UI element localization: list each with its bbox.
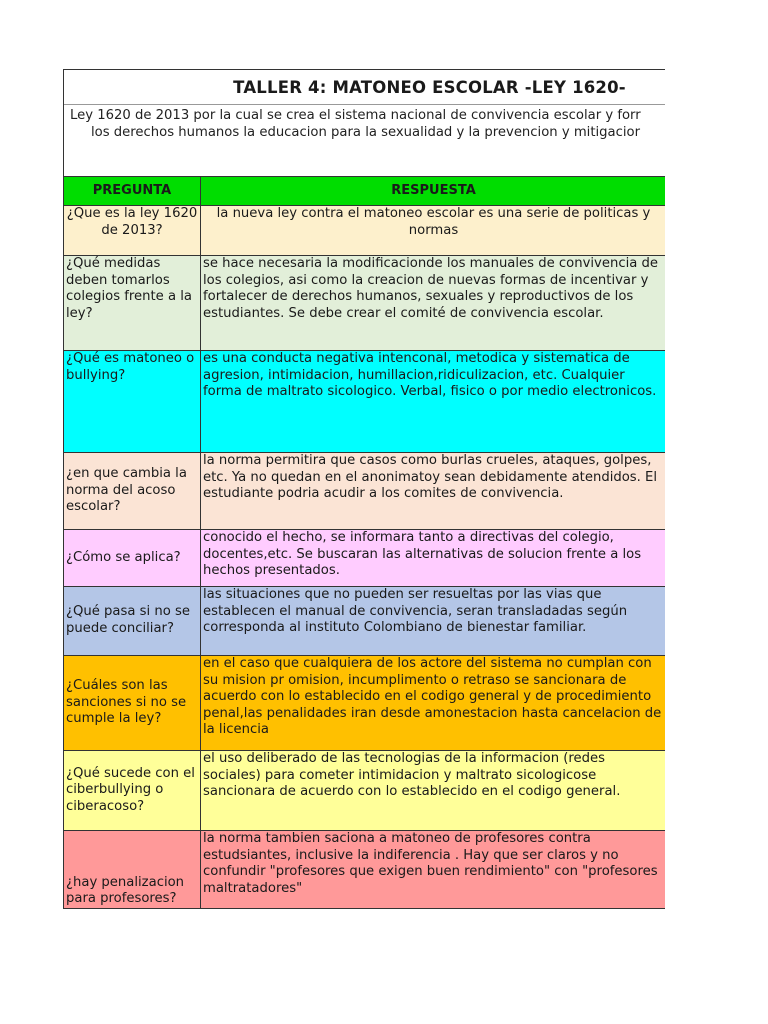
intro-line-1: Ley 1620 de 2013 por la cual se crea el sistema nacional de convivencia escolar y forr <box>70 108 641 123</box>
spreadsheet <box>63 69 665 909</box>
table-row <box>64 351 665 453</box>
title-row <box>64 70 665 105</box>
answer-cell: se hace necesaria la modificacionde los manuales de convivencia de los colegios, asi como la creacion de nuevas formas de incentivar y fortalecer de derechos humanos, sexuales y reproductivos de los estudiantes. Se debe crear el comité de convivencia escolar. <box>201 256 666 351</box>
table-row <box>64 587 665 656</box>
table-row <box>64 831 665 909</box>
answer-cell: la nueva ley contra el matoneo escolar es una serie de politicas y normas <box>201 206 666 256</box>
question-cell: ¿Qué sucede con el ciberbullying o ciberacoso? <box>64 751 201 831</box>
header-answer: RESPUESTA <box>201 177 666 206</box>
intro-cell <box>64 105 665 177</box>
table-header-row <box>64 177 665 206</box>
table-row <box>64 206 665 256</box>
answer-cell: el uso deliberado de las tecnologias de la informacion (redes sociales) para cometer intimidacion y maltrato sicologicose sancionara de acuerdo con lo establecido en el codigo general. <box>201 751 666 831</box>
table-row <box>64 751 665 831</box>
qa-table <box>64 177 665 909</box>
answer-cell: es una conducta negativa intenconal, metodica y sistematica de agresion, intimidacion, humillacion,ridiculizacion, etc. Cualquier forma de maltrato sicologico. Verbal, fisico o por medio electronicos. <box>201 351 666 453</box>
intro-line-2: los derechos humanos la educacion para la sexualidad y la prevencion y mitigacior <box>91 125 641 140</box>
question-cell: ¿en que cambia la norma del acoso escolar? <box>64 453 201 530</box>
question-cell: ¿Qué es matoneo o bullying? <box>64 351 201 453</box>
question-cell: ¿Qué pasa si no se puede conciliar? <box>64 587 201 656</box>
question-cell: ¿Qué medidas deben tomarlos colegios frente a la ley? <box>64 256 201 351</box>
question-cell: ¿hay penalizacion para profesores? <box>64 831 201 909</box>
table-row <box>64 656 665 751</box>
answer-cell: en el caso que cualquiera de los actore del sistema no cumplan con su mision pr omision, incumplimento o retraso se sancionara de acuerdo con lo establecido en el codigo general y de procedimiento penal,las penalidades iran desde amonestacion hasta cancelacion de la licencia <box>201 656 666 751</box>
table-row <box>64 530 665 587</box>
header-question: PREGUNTA <box>64 177 201 206</box>
table-row <box>64 256 665 351</box>
answer-cell: las situaciones que no pueden ser resueltas por las vias que establecen el manual de convivencia, seran transladadas según corresponda al instituto Colombiano de bienestar familiar. <box>201 587 666 656</box>
answer-cell: conocido el hecho, se informara tanto a directivas del colegio, docentes,etc. Se buscaran las alternativas de solucion frente a los hechos presentados. <box>201 530 666 587</box>
answer-cell: la norma tambien saciona a matoneo de profesores contra estudsiantes, inclusive la indiferencia . Hay que ser claros y no confundir "profesores que exigen buen rendimiento" con "profesores maltratadores" <box>201 831 666 909</box>
table-row <box>64 453 665 530</box>
question-cell: ¿Cómo se aplica? <box>64 530 201 587</box>
answer-cell: la norma permitira que casos como burlas crueles, ataques, golpes, etc. Ya no quedan en el anonimatoy sean debidamente atendidos. El estudiante podria acudir a los comites de convivencia. <box>201 453 666 530</box>
question-cell: ¿Que es la ley 1620 de 2013? <box>64 206 201 256</box>
question-cell: ¿Cuáles son las sanciones si no se cumple la ley? <box>64 656 201 751</box>
page-title: TALLER 4: MATONEO ESCOLAR -LEY 1620- <box>233 77 626 97</box>
